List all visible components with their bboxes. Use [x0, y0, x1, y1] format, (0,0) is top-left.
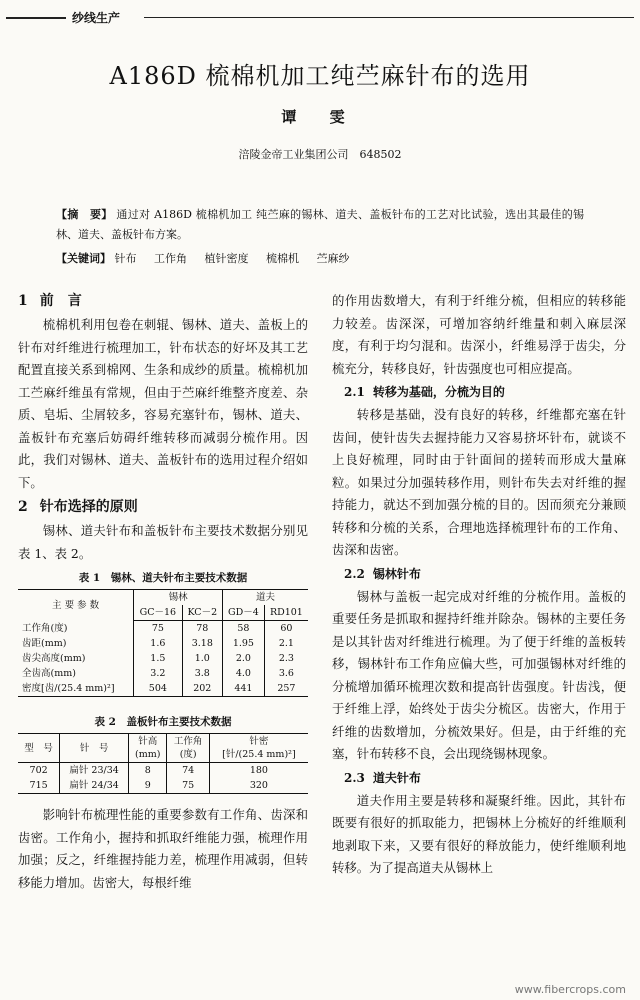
table-row: 702 扁针 23/34 8 74 180 [18, 763, 308, 779]
subsection-heading: 2.1 转移为基础，分梳为目的 [344, 385, 505, 399]
table2-header: 型 号 [18, 734, 60, 763]
subsection-heading: 2.3 道夫针布 [344, 770, 421, 785]
keyword: 苎麻纱 [316, 252, 350, 265]
table-row: 齿距(mm) 1.6 3.18 1.95 2.1 [18, 636, 308, 651]
paragraph: 影响针布梳理性能的重要参数有工作角、齿深和齿密。工作角小，握持和抓取纤维能力强，梳理作用加强；反之，纤维握持能力差，梳理作用减弱，但转移能力增加。齿密大，每根纤维 [18, 807, 308, 890]
journal-header [6, 6, 634, 28]
table2-header: 针高 (mm) [129, 734, 167, 763]
abstract-tag: 【摘 要】 [56, 208, 113, 221]
author: 谭 雯 [281, 108, 359, 126]
table-row: 密度[齿/(25.4 mm)²] 504 202 441 257 [18, 681, 308, 697]
subsection-heading: 2.2 锡林针布 [344, 566, 421, 581]
header-rule-right [144, 17, 634, 18]
keyword: 工作角 [154, 252, 187, 265]
section-label: 纱线生产 [72, 11, 121, 25]
table2 [18, 733, 308, 794]
keyword: 梳棉机 [266, 252, 299, 265]
keyword: 植针密度 [204, 252, 249, 265]
keyword: 针布 [114, 252, 137, 265]
table1-caption: 表 1 锡林、道夫针布主要技术数据 [78, 572, 248, 584]
table1-param-header: 主 要 参 数 [18, 590, 134, 621]
table1 [18, 589, 308, 697]
table2-header: 针密 [针/(25.4 mm)²] [209, 734, 308, 763]
abstract [56, 205, 584, 245]
section-heading: 2 针布选择的原则 [18, 499, 138, 515]
affiliation: 涪陵金帝工业集团公司 648502 [238, 148, 402, 161]
paragraph: 的作用齿数增大，有利于纤维分梳，但相应的转移能力较差。齿深深，可增加容纳纤维量和刺入麻层深度，有利于均匀混和。齿深小，纤维易浮于齿尖，分梳充分，转移良好，针齿强度也可相应提高。 [332, 293, 626, 376]
table-row: 工作角(度) 75 78 58 60 [18, 621, 308, 637]
paragraph: 转移是基础，没有良好的转移，纤维都充塞在针齿间，使针齿失去握持能力又容易挤坏针布，就谈不上良好梳理，同时由于针面间的搓转而形成大量麻粒。如果过分加强转移作用，则针布失去对纤维的握持能力，就达不到加强分梳的目的。因而须充分兼顾转移和分梳的关系，合理地选择梳理针布的工作角、齿深和齿密。 [332, 407, 626, 557]
table1-model: GD－4 [223, 605, 265, 621]
left-column [18, 288, 308, 894]
keywords-tag: 【关键词】 [56, 252, 111, 265]
right-column [332, 290, 626, 880]
table1-model: RD101 [264, 605, 308, 621]
watermark: www.fibercrops.com [514, 983, 626, 996]
table-row: 715 扁针 24/34 9 75 320 [18, 778, 308, 794]
abstract-text: 通过对 A186D 梳棉机加工 纯苎麻的锡林、道夫、盖板针布的工艺对比试验，选出其最佳的锡林、道夫、盖板针布方案。 [56, 208, 585, 241]
section-heading: 1 前 言 [18, 293, 82, 309]
table-row: 全齿高(mm) 3.2 3.8 4.0 3.6 [18, 666, 308, 681]
table-row: 齿尖高度(mm) 1.5 1.0 2.0 2.3 [18, 651, 308, 666]
table1-model: KC－2 [182, 605, 222, 621]
table1-group-cylinder: 锡林 [134, 590, 223, 606]
table1-group-doffer: 道夫 [223, 590, 308, 606]
table1-model: GC－16 [134, 605, 182, 621]
table2-header: 工作角 (度) [167, 734, 209, 763]
paragraph: 锡林与盖板一起完成对纤维的分梳作用。盖板的重要任务是抓取和握持纤维并除杂。锡林的主要任务是以其针齿对纤维进行梳理。为了便于纤维的盖板转移，锡林针布工作角应偏大些，可加强锡林对纤维的分梳增加循环梳理次数和提高针齿强度。针齿浅，便于纤维上浮，始终处于齿尖分梳区。齿密大，作用于纤维的齿数增加，分梳效果好。但是，由于纤维的充塞，针布转移不良，会出现绕锡林现象。 [332, 588, 626, 761]
table2-caption: 表 2 盖板针布主要技术数据 [94, 716, 232, 728]
keywords [56, 249, 584, 269]
article-title: A186D 梳棉机加工纯苎麻针布的选用 [109, 62, 531, 90]
paragraph: 锡林、道夫针布和盖板针布主要技术数据分别见表 1、表 2。 [18, 523, 308, 561]
paragraph: 梳棉机利用包卷在刺辊、锡林、道夫、盖板上的针布对纤维进行梳理加工，针布状态的好坏及其工艺配置直接关系到棉网、生条和成纱的质量。梳棉机加工苎麻纤维虽有常规，但由于苎麻纤维整齐度差、杂质、皂垢、尘屑较多，容易充塞针布，锡林、道夫、盖板针布充塞后妨碍纤维转移而减弱分梳作用。因此，我们对锡林、道夫、盖板针布的选用过程介绍如下。 [18, 317, 308, 490]
table2-header: 针 号 [60, 734, 129, 763]
paragraph: 道夫作用主要是转移和凝聚纤维。因此，其针布既要有很好的抓取能力，把锡林上分梳好的纤维顺利地剥取下来，又要有很好的释放能力，使纤维顺利地转移。为了提高道夫从锡林上 [332, 792, 626, 875]
header-rule-left [6, 17, 66, 19]
